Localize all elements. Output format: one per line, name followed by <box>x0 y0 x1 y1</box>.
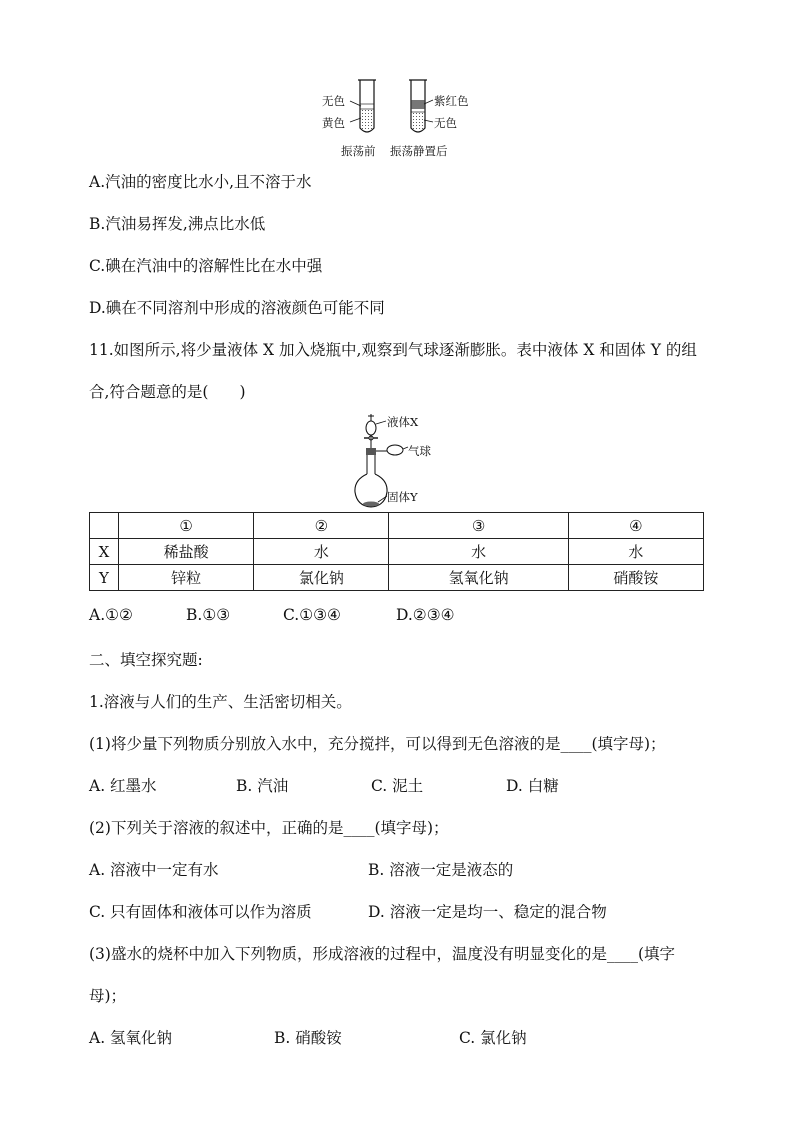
table-cell: 氢氧化钠 <box>389 565 568 591</box>
section-title: 二、填空探究题: <box>89 651 203 669</box>
q11-option-a: A.①② <box>89 606 133 624</box>
p1-sub3-option-a: A. 氢氧化钠 <box>89 1029 173 1047</box>
table-header: ① <box>119 513 254 539</box>
table-row <box>90 539 704 565</box>
table-header: ② <box>254 513 389 539</box>
table-cell: 稀盐酸 <box>119 539 254 565</box>
label-yellow: 黄色 <box>322 116 345 130</box>
table-cell: 水 <box>254 539 389 565</box>
q11-option-c: C.①③④ <box>283 606 341 624</box>
p1-sub2-option-b: B. 溶液一定是液态的 <box>368 861 514 879</box>
q10-option-d: D.碘在不同溶剂中形成的溶液颜色可能不同 <box>89 299 385 317</box>
label-colorless-left: 无色 <box>322 94 345 108</box>
table-row <box>90 565 704 591</box>
p1-sub1-option-a: A. 红墨水 <box>89 777 157 795</box>
q10-option-a: A.汽油的密度比水小,且不溶于水 <box>89 173 312 191</box>
p1-sub2-option-a: A. 溶液中一定有水 <box>89 861 219 879</box>
table-cell: 水 <box>389 539 568 565</box>
q10-option-c: C.碘在汽油中的溶解性比在水中强 <box>89 257 323 275</box>
label-solid-y: 固体Y <box>387 490 418 504</box>
q11-stem-line1: 11.如图所示,将少量液体 X 加入烧瓶中,观察到气球逐渐膨胀。表中液体 X 和固体 Y 的组 <box>89 341 697 359</box>
p1-sub1: (1)将少量下列物质分别放入水中，充分搅拌，可以得到无色溶液的是____(填字母)； <box>89 735 666 753</box>
q11-option-d: D.②③④ <box>396 606 455 624</box>
q11-option-b: B.①③ <box>186 606 231 624</box>
caption-after: 振荡静置后 <box>390 144 448 158</box>
p1-sub2-option-c: C. 只有固体和液体可以作为溶质 <box>89 903 312 921</box>
p1-sub3-option-b: B. 硝酸铵 <box>274 1029 342 1047</box>
label-colorless-right: 无色 <box>434 116 457 130</box>
p1-sub3-option-c: C. 氯化钠 <box>459 1029 527 1047</box>
p1-sub1-option-c: C. 泥土 <box>371 777 424 795</box>
reagent-table <box>89 512 704 591</box>
p1-sub2-option-d: D. 溶液一定是均一、稳定的混合物 <box>368 903 607 921</box>
p1-sub3-line2: 母)； <box>89 987 127 1005</box>
row-label-y: Y <box>90 565 119 591</box>
table-header: ④ <box>568 513 703 539</box>
table-cell: 锌粒 <box>119 565 254 591</box>
p1-sub3-line1: (3)盛水的烧杯中加入下列物质，形成溶液的过程中，温度没有明显变化的是____(填字 <box>89 945 676 963</box>
row-label-x: X <box>90 539 119 565</box>
p1-sub2: (2)下列关于溶液的叙述中，正确的是____(填字母)； <box>89 819 449 837</box>
label-balloon: 气球 <box>408 444 431 458</box>
q10-option-b: B.汽油易挥发,沸点比水低 <box>89 215 266 233</box>
table-row <box>90 513 704 539</box>
table-cell: 水 <box>568 539 703 565</box>
table-cell: 硝酸铵 <box>568 565 703 591</box>
p1-stem: 1.溶液与人们的生产、生活密切相关。 <box>89 693 352 711</box>
q11-stem-line2: 合,符合题意的是( ) <box>89 383 246 401</box>
table-cell: 氯化钠 <box>254 565 389 591</box>
label-liquid-x: 液体X <box>387 415 419 429</box>
label-purple-red: 紫红色 <box>434 94 469 108</box>
table-header: ③ <box>389 513 568 539</box>
p1-sub1-option-d: D. 白糖 <box>506 777 559 795</box>
table-corner <box>90 513 119 539</box>
caption-before: 振荡前 <box>341 144 376 158</box>
p1-sub1-option-b: B. 汽油 <box>236 777 289 795</box>
